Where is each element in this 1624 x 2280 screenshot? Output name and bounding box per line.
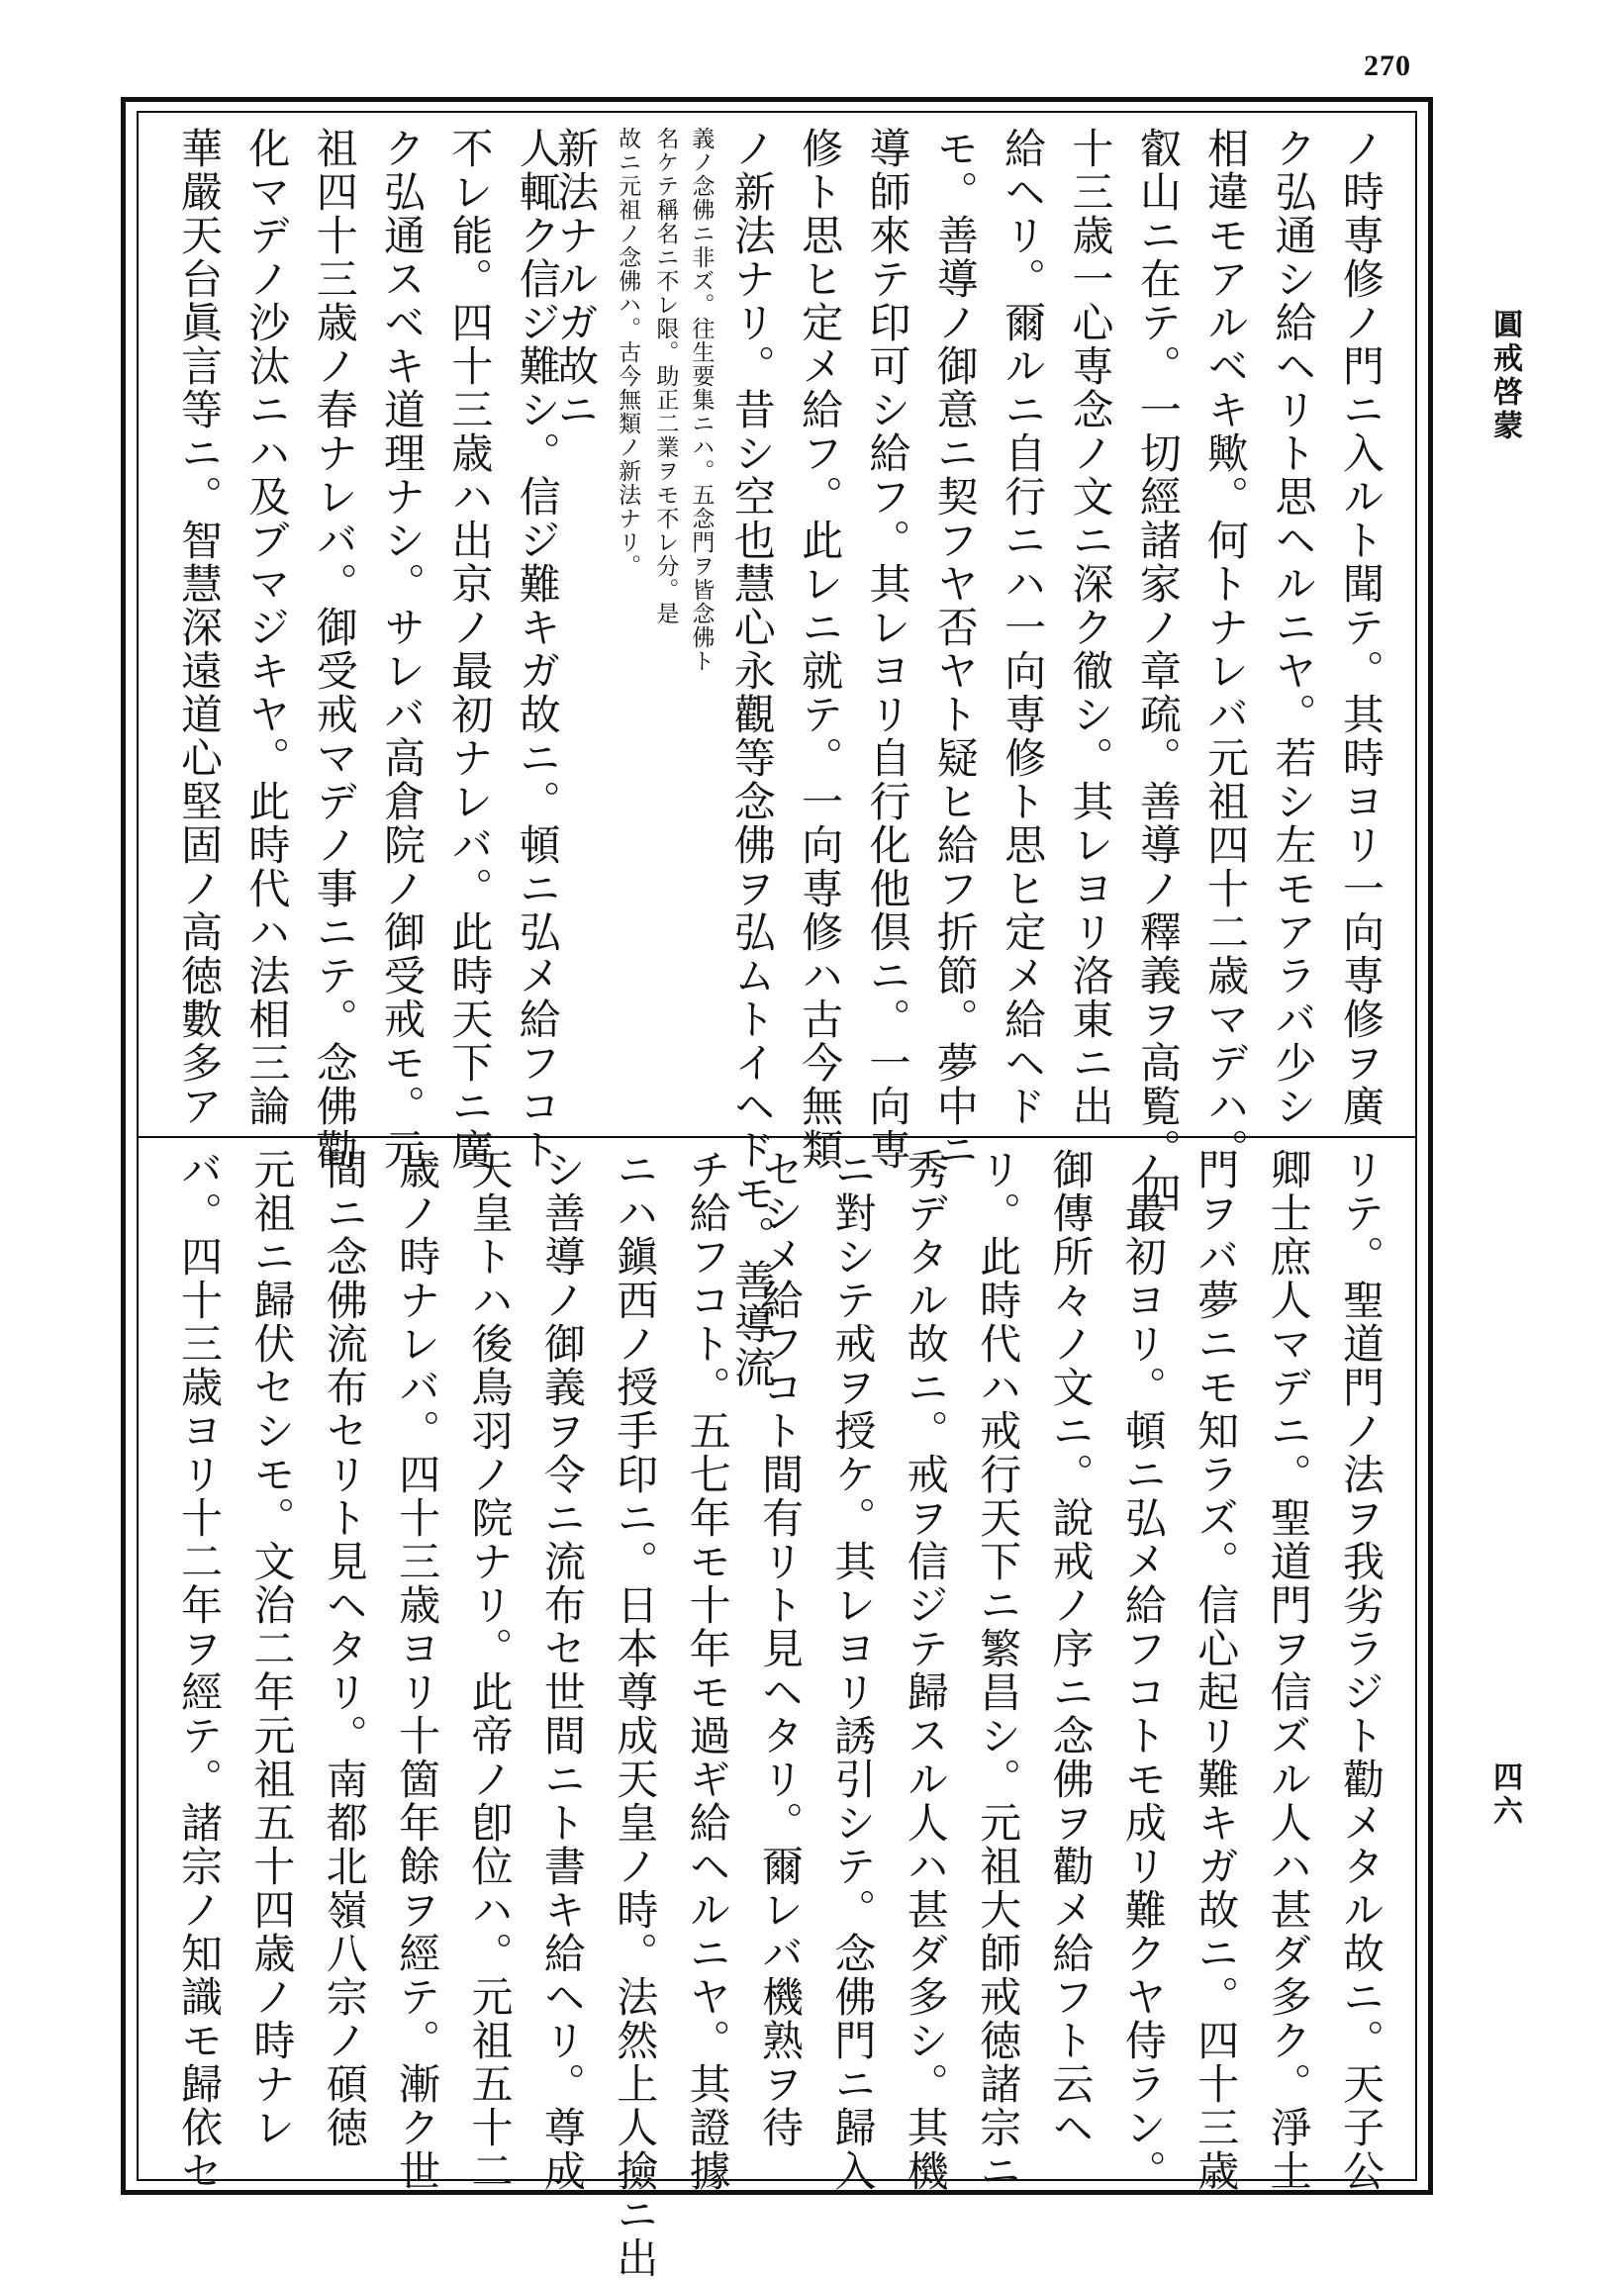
margin-book-title: 圓戒啓蒙 bbox=[1487, 309, 1522, 443]
text-column: ニハ鎭西ノ授手印ニ。日本尊成天皇ノ時。法然上人撿ニ出 bbox=[611, 1148, 660, 2280]
text-column: 卿士庶人マデニ。聖道門ヲ信ズル人ハ甚ダ多ク。淨土 bbox=[1264, 1148, 1313, 2193]
upper-text-block bbox=[166, 127, 1393, 1389]
text-column: 給ヘリ。爾ルニ自行ニハ一向専修ト思ヒ定メ給ヘド bbox=[999, 127, 1048, 1128]
text-column: ニ對シテ戒ヲ授ケ。其レヨリ誘引シテ。念佛門ニ歸入 bbox=[828, 1148, 878, 2193]
text-column: モ。善導ノ御意ニ契フヤ否ヤト疑ヒ給フ折節。夢中ニ bbox=[930, 127, 980, 1172]
text-column: バ。四十三歳ヨリ十二年ヲ經テ。諸宗ノ知識モ歸依セ bbox=[175, 1148, 224, 2193]
text-column: 化マデノ沙汰ニハ及ブマジキヤ。此時代ハ法相三論 bbox=[242, 127, 292, 1128]
annotation-column: 義ノ念佛ニ非ズ。往生要集ニハ。五念門ヲ皆念佛ト bbox=[688, 127, 715, 673]
annotation-double-column bbox=[551, 127, 643, 1121]
text-column: 元祖ニ歸伏セシモ。文治二年元祖五十四歳ノ時ナレ bbox=[247, 1148, 297, 2149]
annotation-column: 名ケテ稱名ニ不レ限。助正二業ヲモ不レ分。是 bbox=[652, 127, 679, 625]
text-column: 天皇トハ後鳥羽ノ院ナリ。此帝ノ卽位ハ。元祖五十二 bbox=[465, 1148, 515, 2193]
text-column: 導師來テ印可シ給フ。其レヨリ自行化他倶ニ。一向専 bbox=[863, 127, 912, 1172]
text-column: チ給フコト。五七年モ十年モ過ギ給ヘルニヤ。其證據 bbox=[683, 1148, 732, 2193]
text-column: 人輒ク信ジ難シ。信ジ難キガ故ニ。頓ニ弘メ給フコト bbox=[513, 127, 562, 1172]
text-column: ノ新法ナリ。昔シ空也慧心永觀等念佛ヲ弘ムトイヘドモ。善導流 bbox=[727, 127, 777, 1389]
text-column: ノ最初ヨリ。頓ニ弘メ給フコトモ成リ難クヤ侍ラン。 bbox=[1118, 1148, 1168, 2193]
text-column: 新法ナルガ故ニ bbox=[551, 127, 601, 431]
text-column: リテ。聖道門ノ法ヲ我劣ラジト勸メタル故ニ。天子公 bbox=[1337, 1148, 1385, 2193]
text-column: 叡山ニ在テ。一切經諸家ノ章疏。善導ノ釋義ヲ高覧。四 bbox=[1133, 127, 1183, 1215]
margin-folio-number: 四六 bbox=[1487, 1761, 1522, 1829]
text-column: セシメ給フコト間有リト見ヘタリ。爾レバ機熟ヲ待 bbox=[756, 1148, 805, 2149]
text-column: 歳ノ時ナレバ。四十三歳ヨリ十箇年餘ヲ經テ。漸ク世 bbox=[393, 1148, 442, 2193]
text-column: シ善導ノ御義ヲ令ニ流布セ世間ニト書キ給ヘリ。尊成 bbox=[537, 1148, 587, 2193]
text-column: 門ヲバ夢ニモ知ラズ。信心起リ難キガ故ニ。四十三歳 bbox=[1192, 1148, 1241, 2193]
annotation-column: 故ニ元祖ノ念佛ハ。古今無類ノ新法ナリ。 bbox=[615, 127, 641, 578]
text-column: 十三歳一心専念ノ文ニ深ク徹シ。其レヨリ洛東ニ出 bbox=[1066, 127, 1115, 1128]
text-column: ノ時専修ノ門ニ入ルト聞テ。其時ヨリ一向専修ヲ廣 bbox=[1336, 127, 1385, 1128]
text-column: ク弘通シ給ヘリト思ヘルニヤ。若シ左モアラバ少シ bbox=[1269, 127, 1318, 1128]
text-column: 秀デタル故ニ。戒ヲ信ジテ歸スル人ハ甚ダ多シ。其機 bbox=[901, 1148, 950, 2193]
text-column: 間ニ念佛流布セリト見ヘタリ。南都北嶺八宗ノ碩徳 bbox=[320, 1148, 369, 2149]
text-column: 祖四十三歳ノ春ナレバ。御受戒マデノ事ニテ。念佛勸 bbox=[310, 127, 359, 1172]
text-column: 相違モアルベキ歟。何トナレバ元祖四十二歳マデハ。 bbox=[1201, 127, 1251, 1172]
text-column: リ。此時代ハ戒行天下ニ繁昌シ。元祖大師戒徳諸宗ニ bbox=[974, 1148, 1023, 2193]
text-column: 修ト思ヒ定メ給フ。此レニ就テ。一向専修ハ古今無類 bbox=[796, 127, 845, 1172]
annotation-double-column bbox=[645, 127, 716, 1121]
text-column: 華嚴天台眞言等ニ。智慧深遠道心堅固ノ高徳數多ア bbox=[175, 127, 224, 1128]
text-column: 御傳所々ノ文ニ。說戒ノ序ニ念佛ヲ勸メ給フト云ヘ bbox=[1046, 1148, 1096, 2149]
text-column: 不レ能。四十三歳ハ出京ノ最初ナレバ。此時天下ニ廣 bbox=[445, 127, 495, 1172]
page-number: 270 bbox=[1364, 49, 1411, 82]
text-column: ク弘通スベキ道理ナシ。サレバ高倉院ノ御受戒モ。元 bbox=[378, 127, 428, 1172]
lower-text-block bbox=[166, 1148, 1393, 2280]
